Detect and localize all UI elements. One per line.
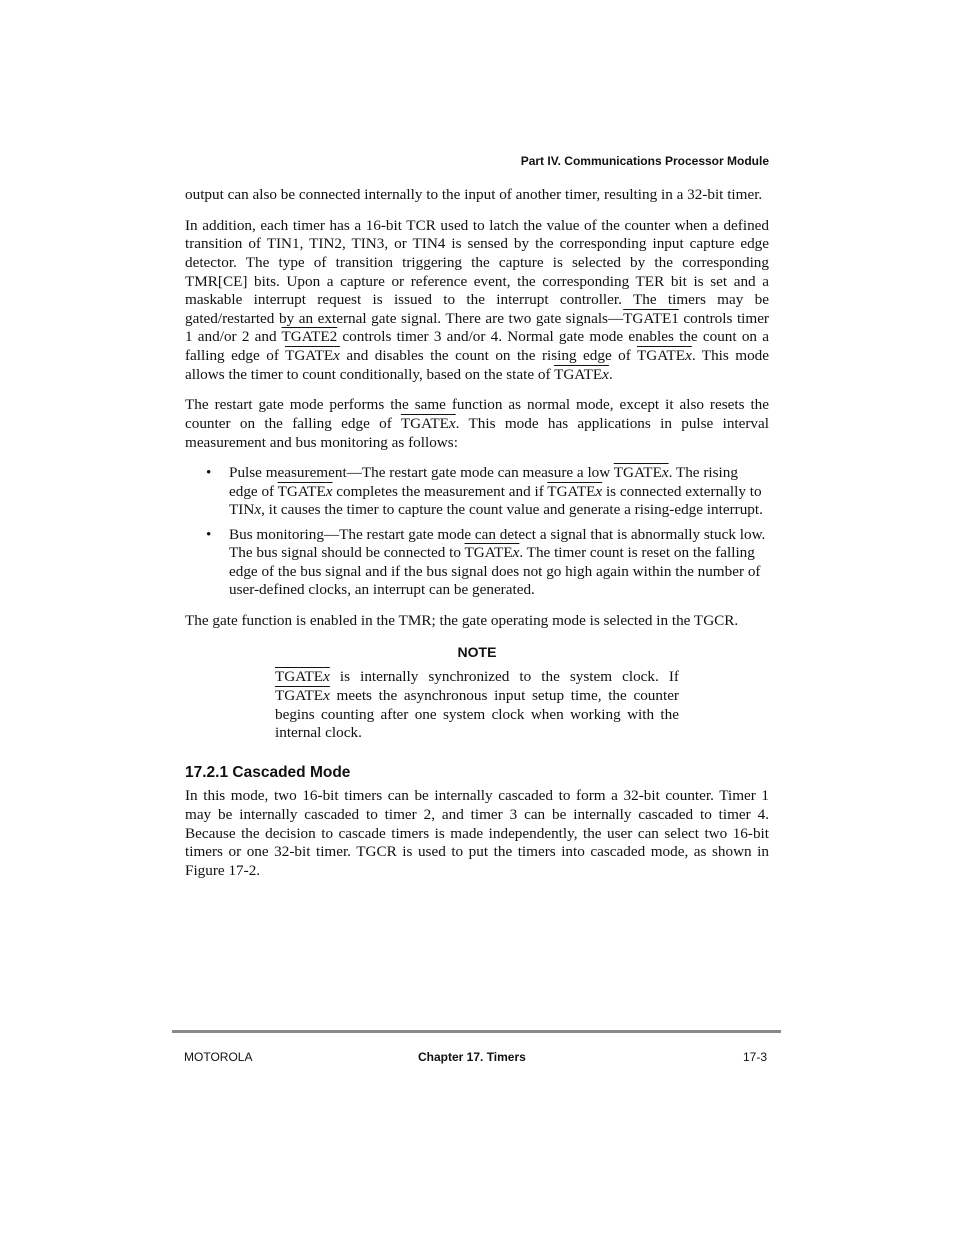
paragraph-cascaded-mode: In this mode, two 16-bit timers can be internally cascaded to form a 32-bit counter. Timer 1 may be internally cascaded to timer 2, and timer 3 can be internally cascaded to timer 4. Because the decision to cascade timers is made independently, the user can select two 16-bit timers or one 32-bit timer. TGCR is used to put the timers into cascaded mode, as shown in Figure 17-2. <box>185 787 769 879</box>
paragraph-capture-gate: In addition, each timer has a 16-bit TCR used to latch the value of the counter when a defined transition of TIN1, TIN2, TIN3, or TIN4 is sensed by the corresponding input capture edge detector. The type of transition triggering the capture is selected by the corresponding TMR[CE] bits. Upon a capture or reference event, the corresponding TER bit is set and a maskable interrupt request is issued to the interrupt controller. The timers may be gated/restarted by an external gate signal. There are two gate signals—TGATE1 controls timer 1 and/or 2 and TGATE2 controls timer 3 and/or 4. Normal gate mode enables the count on a falling edge of TGATEx and disables the count on the rising edge of TGATEx. This mode allows the timer to count conditionally, based on the state of TGATEx. <box>185 216 769 383</box>
list-item-pulse-measurement: • Pulse measurement—The restart gate mode can measure a low TGATEx. The rising edge of TGATEx completes the measurement and if TGATEx is connected externally to TINx, it causes the timer to capture the count value and generate a rising-edge interrupt. <box>206 464 763 519</box>
signal-tgatex: TGATEx <box>547 482 603 500</box>
bullet-list <box>185 464 769 600</box>
signal-tgatex: TGATEx <box>285 346 340 364</box>
signal-tgatex: TGATEx <box>613 464 669 482</box>
signal-tgate1: TGATE1 <box>623 309 679 327</box>
signal-tgatex: TGATEx <box>636 346 692 364</box>
note-body: TGATEx is internally synchronized to the system clock. If TGATEx meets the asynchronous input setup time, the counter begins counting after one system clock when working with the internal clock. <box>275 668 679 742</box>
paragraph-timer-output: output can also be connected internally to the input of another timer, resulting in a 32-bit timer. <box>185 186 763 203</box>
signal-tgatex: TGATEx <box>464 544 520 562</box>
footer-divider <box>172 1030 781 1033</box>
signal-tgatex: TGATEx <box>277 482 333 500</box>
running-head: Part IV. Communications Processor Module <box>520 154 769 168</box>
signal-tgatex: TGATEx <box>275 668 330 686</box>
bullet-marker: • <box>206 525 212 543</box>
paragraph-gate-function: The gate function is enabled in the TMR; the gate operating mode is selected in the TGCR. <box>185 612 739 630</box>
note-title: NOTE <box>457 643 497 660</box>
footer-page-number: 17-3 <box>742 1050 767 1064</box>
list-item-bus-monitoring: • Bus monitoring—The restart gate mode can detect a signal that is abnormally stuck low. The bus signal should be connected to TGATEx. The timer count is reset on the falling edge of the bus signal and if the bus signal does not go high again within the number of user-defined clocks, an interrupt can be generated. <box>206 525 766 599</box>
bullet-marker: • <box>206 464 212 482</box>
signal-tgatex: TGATEx <box>400 414 456 432</box>
footer-publisher: MOTOROLA <box>184 1050 253 1064</box>
body-text <box>185 186 769 893</box>
signal-tgatex: TGATEx <box>554 365 609 383</box>
signal-tgate2: TGATE2 <box>281 328 338 346</box>
section-heading: 17.2.1 Cascaded Mode <box>185 763 351 781</box>
paragraph-restart-gate: The restart gate mode performs the same function as normal mode, except it also resets the counter on the falling edge of TGATEx. This mode has applications in pulse interval measurement and bus monitoring as follows: <box>185 396 769 451</box>
signal-tgatex: TGATEx <box>275 687 330 704</box>
footer-chapter: Chapter 17. Timers <box>418 1050 526 1064</box>
